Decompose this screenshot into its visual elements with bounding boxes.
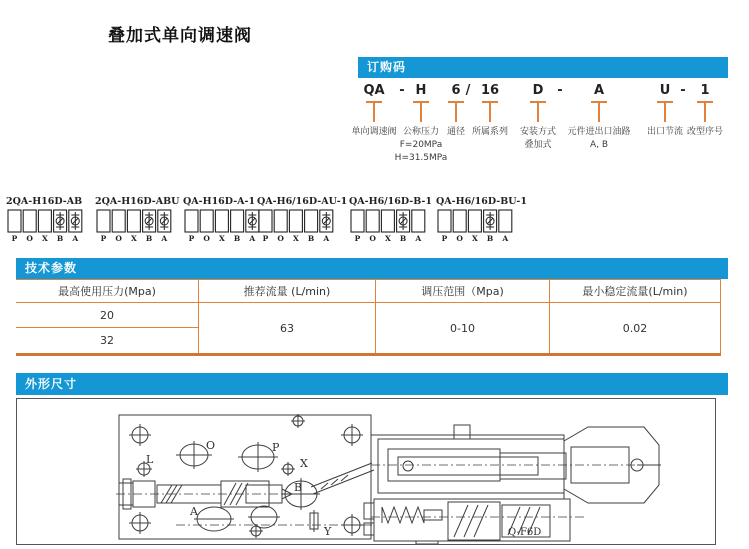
tech-params-header: 技术参数	[16, 258, 728, 279]
port-label-b-text: B	[294, 481, 303, 494]
cell-pressure-range: 0-10	[375, 303, 549, 353]
col-header-flow: 推荐流量 (L/min)	[198, 280, 375, 303]
valve-diagram	[257, 196, 347, 243]
valve-schematic	[95, 208, 173, 243]
code-connector	[591, 101, 607, 122]
schematic-port-letter: O	[26, 234, 33, 243]
port-label-a-text: A	[190, 505, 198, 518]
valve-diagram-label: QA-H6/16D-BU-1	[436, 196, 527, 207]
schematic-port-letter: O	[369, 234, 376, 243]
schematic-port-letter: P	[354, 234, 361, 243]
schematic-port-letter: P	[100, 234, 107, 243]
code-connector	[448, 101, 464, 122]
code-connector	[530, 101, 546, 122]
schematic-port-letter: X	[471, 234, 478, 243]
code-segment-label: 单向调速阀	[351, 127, 397, 137]
port-label-y-text: Y	[324, 525, 332, 538]
throttle-check-symbol	[399, 212, 407, 230]
schematic-port-letter: O	[115, 234, 122, 243]
valve-diagram-label: QA-H6/16D-AU-1	[257, 196, 348, 207]
schematic-port-letter: A	[502, 234, 509, 243]
col-header-min-stable-flow: 最小稳定流量(L/min)	[549, 280, 721, 303]
valve-diagram	[183, 196, 261, 243]
code-segment-label: 改型序号	[686, 127, 723, 137]
code-connector	[697, 101, 713, 122]
cell-flow: 63	[198, 303, 375, 353]
schematic-port-letter: A	[72, 234, 79, 243]
code-connector	[413, 101, 429, 122]
schematic-port-letter: A	[323, 234, 330, 243]
col-header-max-pressure: 最高使用压力(Mpa)	[16, 280, 198, 303]
valve-diagram	[436, 196, 527, 243]
dimensions-box	[16, 398, 716, 545]
order-code-segment: U	[659, 83, 671, 98]
order-code-segment: 6	[451, 83, 461, 98]
schematic-port-letter: O	[277, 234, 284, 243]
schematic-port-letter: X	[292, 234, 299, 243]
schematic-port-letter: B	[307, 234, 315, 243]
schematic-port-letter: X	[384, 234, 391, 243]
code-connector	[657, 101, 673, 122]
dimensions-header: 外形尺寸	[16, 373, 728, 395]
code-segment-label: 所属系列	[471, 127, 508, 137]
port-label-x-text: X	[300, 457, 308, 470]
port-label-l-text: L	[146, 453, 154, 466]
throttle-check-symbol	[145, 212, 153, 230]
throttle-check-symbol	[160, 212, 168, 230]
order-code-segment: H	[415, 83, 427, 98]
cell-pressure-32: 32	[100, 334, 114, 347]
model-label: Q-F6D	[508, 527, 542, 538]
code-connector	[482, 101, 498, 122]
valve-diagram	[6, 196, 84, 243]
schematic-port-letter: B	[399, 234, 407, 243]
valve-diagram	[95, 196, 179, 243]
order-code-segment: /	[465, 83, 471, 98]
code-segment-label: 公称压力 F=20MPa H=31.5MPa	[394, 127, 448, 163]
schematic-port-letter: P	[188, 234, 195, 243]
schematic-port-letter: A	[415, 234, 422, 243]
schematic-port-letter: X	[130, 234, 137, 243]
code-segment-label: 安装方式 叠加式	[519, 127, 556, 150]
code-segment-label: 出口节流	[646, 127, 683, 137]
cell-min-stable-flow: 0.02	[549, 303, 721, 353]
order-code-segment: -	[680, 83, 686, 98]
throttle-check-symbol	[248, 212, 256, 230]
valve-diagram-label: 2QA-H16D-ABU	[95, 196, 180, 207]
throttle-check-symbol	[71, 212, 79, 230]
page-title: 叠加式单向调速阀	[108, 26, 252, 46]
schematic-port-letter: X	[218, 234, 225, 243]
order-code-segment: QA	[363, 83, 385, 98]
valve-diagram-label: 2QA-H16D-AB	[6, 196, 83, 207]
schematic-port-letter: P	[262, 234, 269, 243]
order-code-segment: -	[557, 83, 563, 98]
throttle-check-symbol	[322, 212, 330, 230]
schematic-port-letter: A	[161, 234, 168, 243]
order-code-segment: D	[532, 83, 544, 98]
port-label-o-text: O	[206, 439, 216, 452]
schematic-port-letter: B	[486, 234, 494, 243]
schematic-port-letter: O	[456, 234, 463, 243]
schematic-port-letter: O	[203, 234, 210, 243]
valve-schematic	[183, 208, 261, 243]
spool-assembly	[119, 463, 374, 509]
order-code-header: 订购码	[358, 57, 728, 78]
schematic-port-letter: P	[441, 234, 448, 243]
valve-schematic	[6, 208, 84, 243]
order-code-segment: A	[593, 83, 605, 98]
order-code-segment: -	[399, 83, 405, 98]
valve-diagram-label: QA-H16D-A-1	[183, 196, 256, 207]
code-segment-label: 通径	[446, 127, 465, 137]
code-connector	[366, 101, 382, 122]
schematic-port-letter: A	[249, 234, 256, 243]
bolt-holes	[129, 414, 363, 538]
schematic-port-letter: X	[41, 234, 48, 243]
order-code-segment: 1	[700, 83, 710, 98]
throttle-check-symbol	[486, 212, 494, 230]
col-header-pressure-range: 调压范围（Mpa)	[375, 280, 549, 303]
order-code-segment: 16	[480, 83, 500, 98]
schematic-port-letter: P	[11, 234, 18, 243]
port-label-p-text: P	[272, 441, 280, 454]
dimension-drawing	[116, 407, 661, 544]
throttle-check-symbol	[56, 212, 64, 230]
valve-schematic	[349, 208, 427, 243]
cell-pressure-20: 20	[16, 303, 198, 328]
schematic-port-letter: B	[145, 234, 153, 243]
tech-params-table	[16, 279, 721, 356]
valve-diagram	[349, 196, 432, 243]
schematic-port-letter: B	[56, 234, 64, 243]
code-segment-label: 元件进出口油路 A, B	[567, 127, 631, 150]
schematic-port-letter: B	[233, 234, 241, 243]
valve-diagram-label: QA-H6/16D-B-1	[349, 196, 432, 207]
valve-schematic	[257, 208, 335, 243]
valve-schematic	[436, 208, 514, 243]
